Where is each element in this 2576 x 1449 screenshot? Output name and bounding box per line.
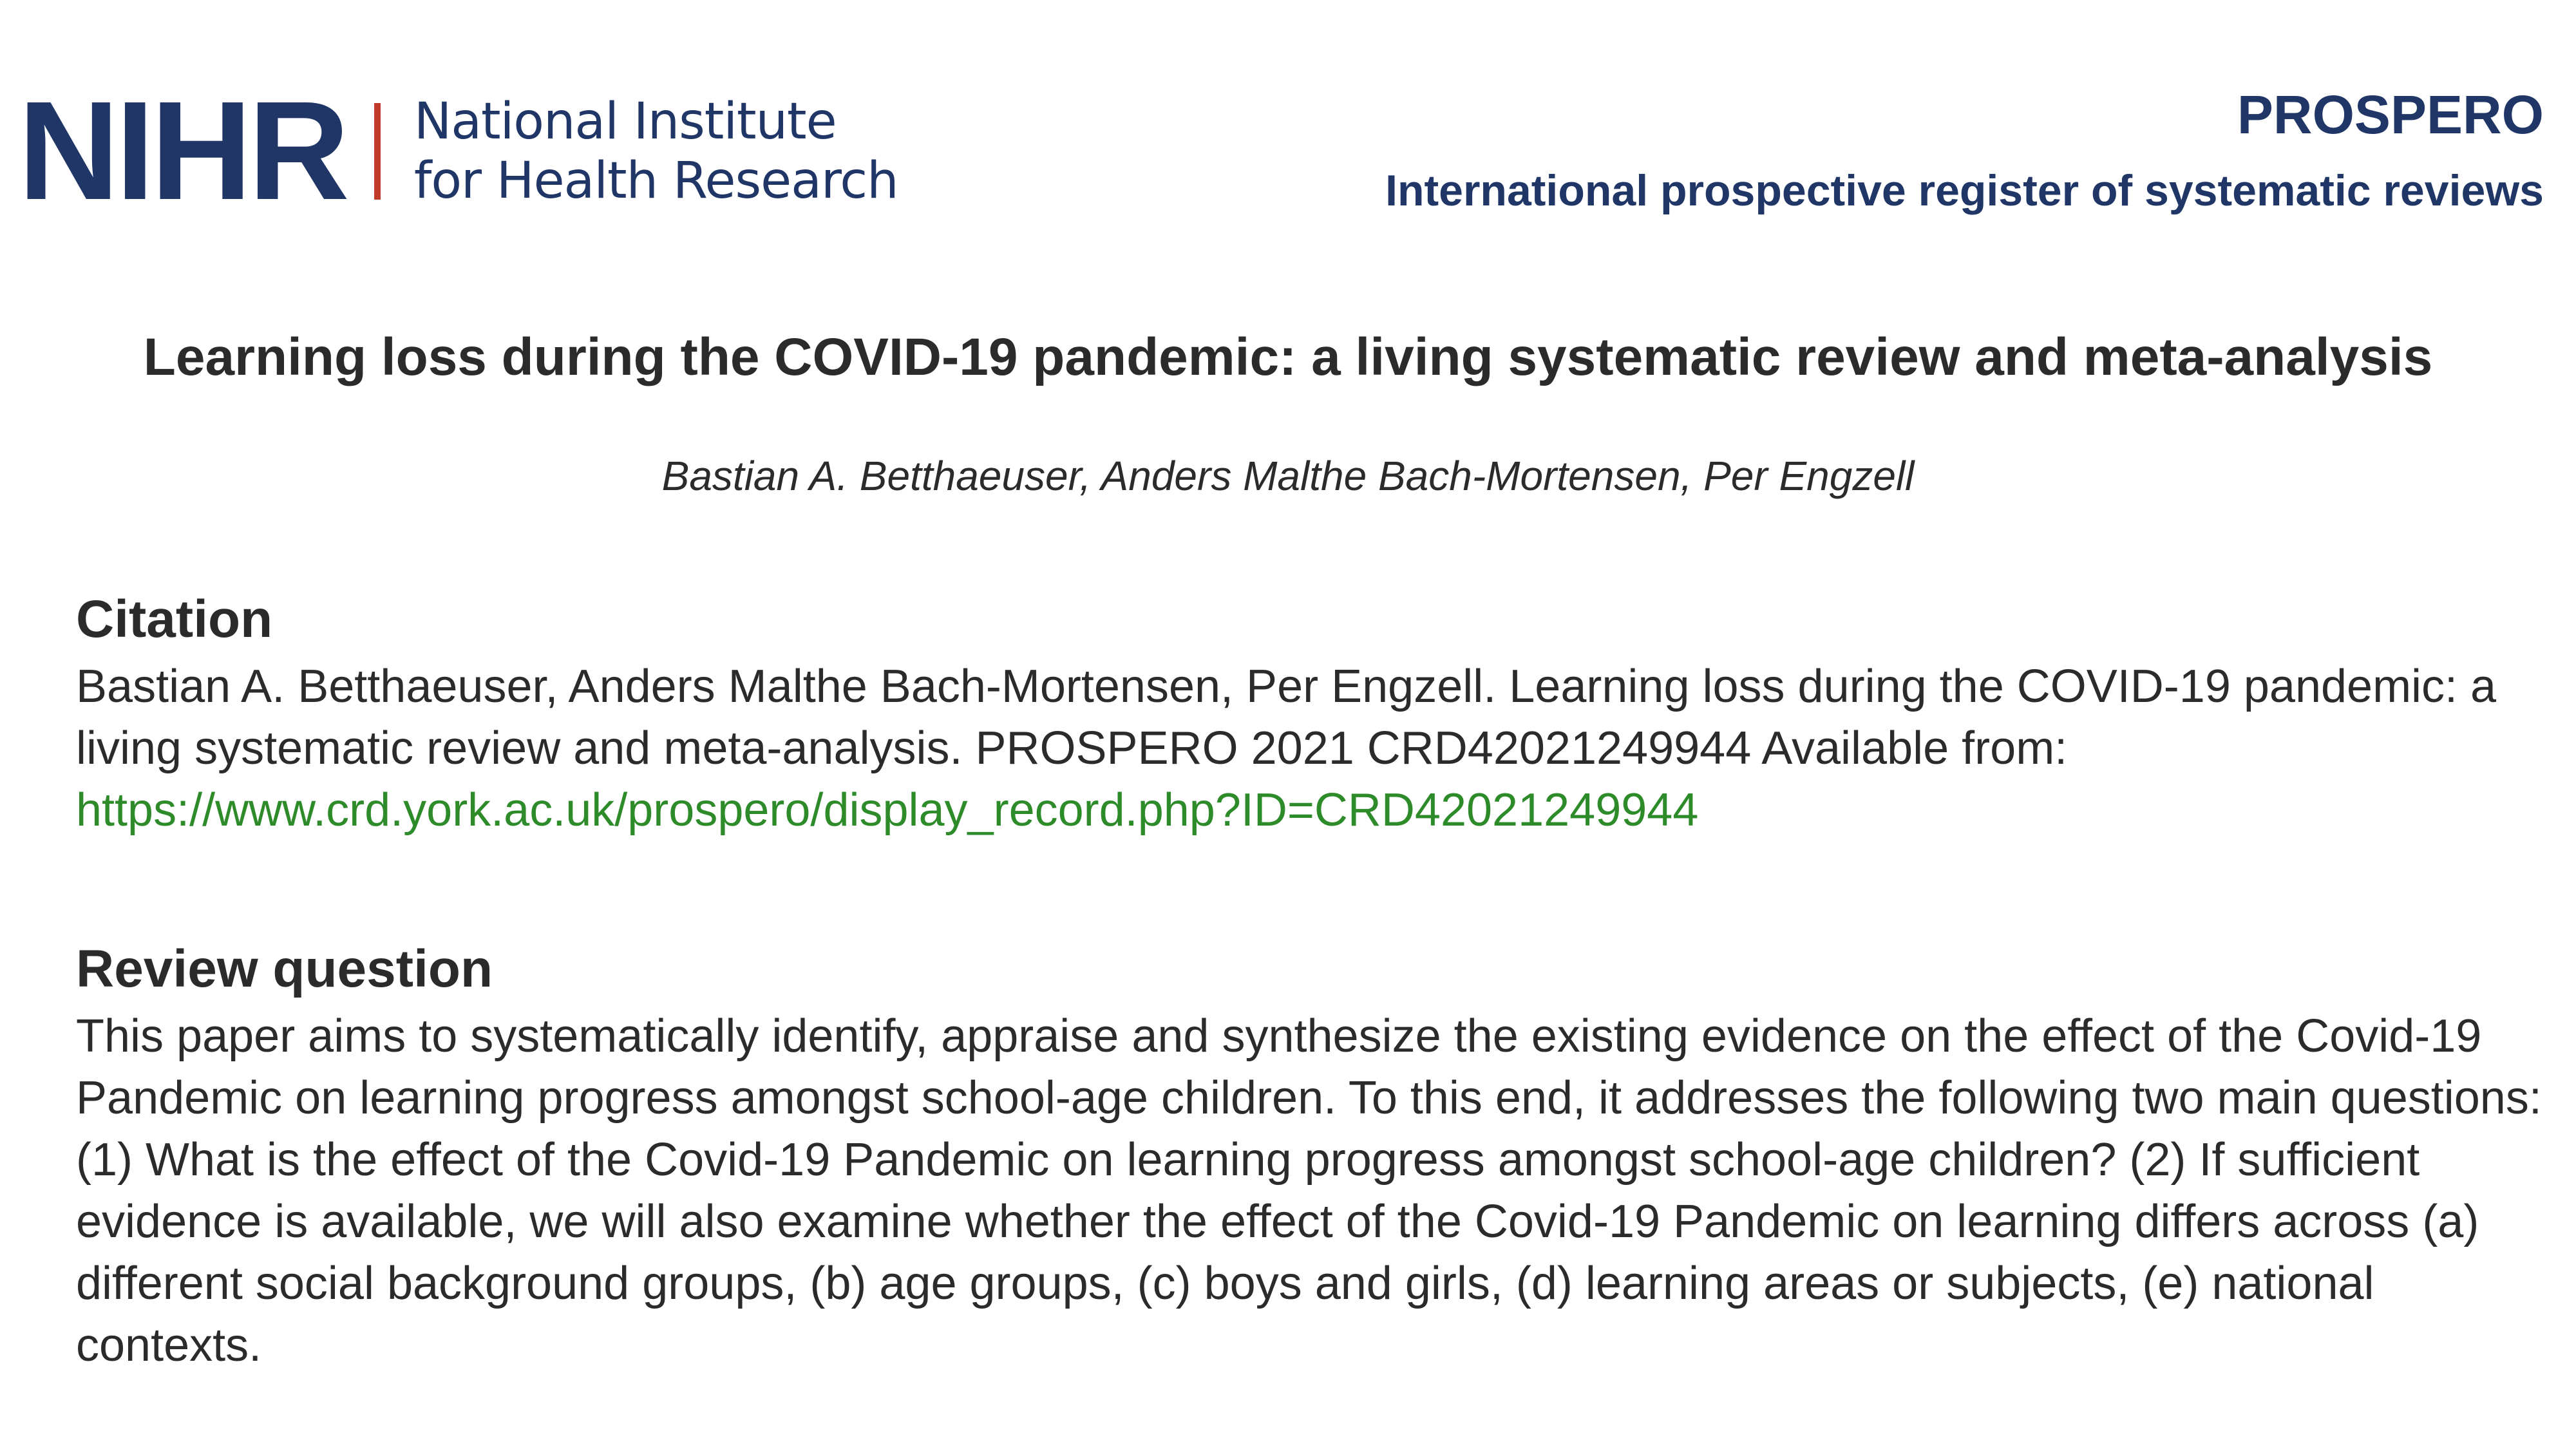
citation-heading: Citation (76, 590, 273, 649)
logo-mark: NIHR (18, 73, 346, 229)
citation-body (76, 656, 2562, 841)
registry-branding (1385, 82, 2544, 216)
citation-section (76, 587, 2562, 841)
logo-text (414, 92, 898, 211)
nihr-logo[interactable] (18, 73, 898, 229)
registry-title[interactable]: PROSPERO (2237, 84, 2544, 145)
record-link[interactable]: https://www.crd.york.ac.uk/prospero/display_record.php?ID=CRD42021249944 (76, 784, 1699, 836)
page-header (0, 0, 2576, 270)
logo-text-line2: for Health Research (413, 152, 898, 210)
author-list: Bastian A. Betthaeuser, Anders Malthe Bach-Mortensen, Per Engzell (661, 453, 1915, 499)
review-question-section (76, 937, 2562, 1376)
review-question-heading: Review question (76, 940, 493, 998)
logo-divider (374, 103, 381, 200)
registry-subtitle: International prospective register of systematic reviews (1385, 166, 2544, 215)
citation-text: Bastian A. Betthaeuser, Anders Malthe Bach-Mortensen, Per Engzell. Learning loss during the COVID-19 pandemic: a living systematic review and meta-analysis. PROSPERO 2021 CRD42021249944 Available from: (76, 661, 2497, 774)
page-title: Learning loss during the COVID-19 pandemic: a living systematic review and meta-analysis (143, 328, 2433, 386)
logo-text-line1: National Institute (413, 93, 837, 151)
review-question-text: This paper aims to systematically identify, appraise and synthesize the existing evidence on the effect of the Covid-19 Pandemic on learning progress amongst school-age children. To this end, it addresses the following two main questions: (1) What is the effect of the Covid-19 Pandemic on learning progress amongst school-age children? (2) If sufficient evidence is available, we will also examine whether the effect of the Covid-19 Pandemic on learning differs across (a) different social background groups, (b) age groups, (c) boys and girls, (d) learning areas or subjects, (e) national contexts. (76, 1010, 2542, 1371)
